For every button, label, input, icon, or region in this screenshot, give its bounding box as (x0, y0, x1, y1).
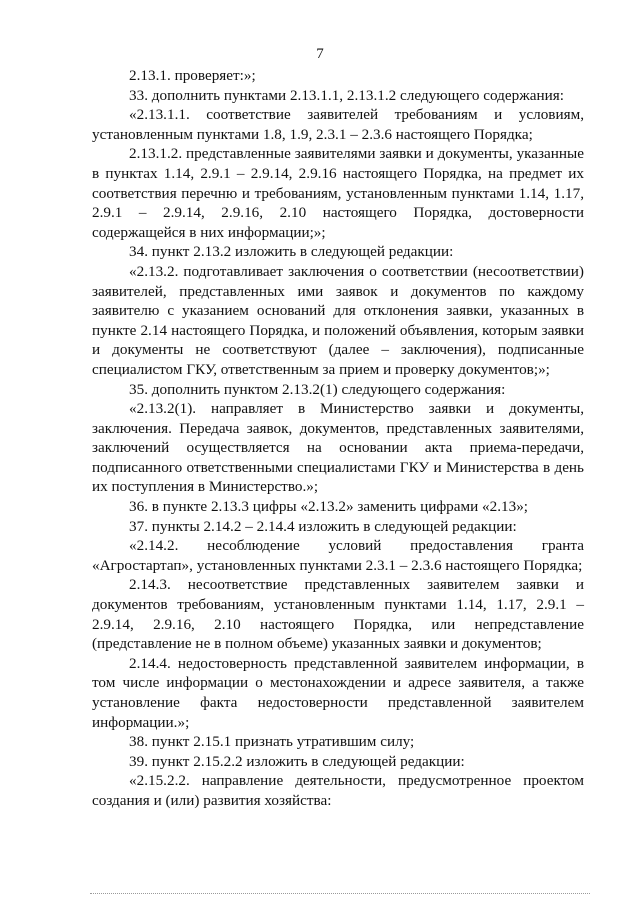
paragraph-2-14-4: 2.14.4. недостоверность представленной заявителем информации, в том числе информации о местонахождении и адресе заявителя, а также установление факта недостоверности представленной заявителем информации.»; (92, 654, 584, 731)
paragraph-item-36: 36. в пункте 2.13.3 цифры «2.13.2» заменить цифрами «2.13»; (129, 498, 529, 516)
paragraph-2-15-2-2: «2.15.2.2. направление деятельности, предусмотренное проектом создания и (или) развития хозяйства: (92, 772, 584, 809)
footer-divider (90, 893, 590, 894)
paragraph-item-34: 34. пункт 2.13.2 изложить в следующей редакции: (129, 243, 454, 261)
paragraph-item-39: 39. пункт 2.15.2.2 изложить в следующей редакции: (129, 752, 465, 770)
paragraph-2-13-1: 2.13.1. проверяет:»; (129, 67, 256, 84)
document-body (92, 66, 584, 811)
paragraph-item-35: 35. дополнить пунктом 2.13.2(1) следующего содержания: (129, 380, 506, 398)
paragraph-item-37: 37. пункты 2.14.2 – 2.14.4 изложить в следующей редакции: (129, 517, 517, 535)
paragraph-2-14-3: 2.14.3. несоответствие представленных заявителем заявки и документов требованиям, установленным пунктами 1.14, 1.17, 2.9.1 – 2.9.14, 2.9.16, 2.10 настоящего Порядка, или непредставление (представление не в полном объеме) указанных заявки и документов; (92, 576, 584, 653)
paragraph-item-33: 33. дополнить пунктами 2.13.1.1, 2.13.1.2 следующего содержания: (129, 86, 564, 104)
paragraph-item-38: 38. пункт 2.15.1 признать утратившим силу; (129, 733, 415, 751)
page-number: 7 (316, 46, 324, 62)
paragraph-2-14-2: «2.14.2. несоблюдение условий предоставления гранта «Агростартап», установленных пунктами 2.3.1 – 2.3.6 настоящего Порядка; (92, 537, 584, 574)
paragraph-2-13-2: «2.13.2. подготавливает заключения о соответствии (несоответствии) заявителей, представленных ими заявок и документов по каждому заявителю с указанием оснований для отклонения заявки, указанных в пункте 2.14 настоящего Порядка, и положений объявления, которым заявки и документы не соответствуют (далее – заключения), подписанные специалистом ГКУ, ответственным за прием и проверку документов;»; (92, 262, 584, 378)
paragraph-2-13-1-2: 2.13.1.2. представленные заявителями заявки и документы, указанные в пунктах 1.14, 2.9.1 – 2.9.14, 2.9.16 настоящего Порядка, на предмет их соответствия перечню и требованиям, установленным пунктами 1.14, 1.17, 2.9.1 – 2.9.14, 2.9.16, 2.10 настоящего Порядка, достоверности содержащейся в них информации;»; (92, 145, 584, 241)
paragraph-2-13-2-1: «2.13.2(1). направляет в Министерство заявки и документы, заключения. Передача заявок, документов, представленных заявителями, заключений осуществляется на основании акта приема-передачи, подписанного ответственными специалистами ГКУ и Министерства в день их поступления в Министерство.»; (92, 400, 584, 496)
paragraph-2-13-1-1: «2.13.1.1. соответствие заявителей требованиям и условиям, установленным пунктами 1.8, 1.9, 2.3.1 – 2.3.6 настоящего Порядка; (92, 106, 584, 143)
